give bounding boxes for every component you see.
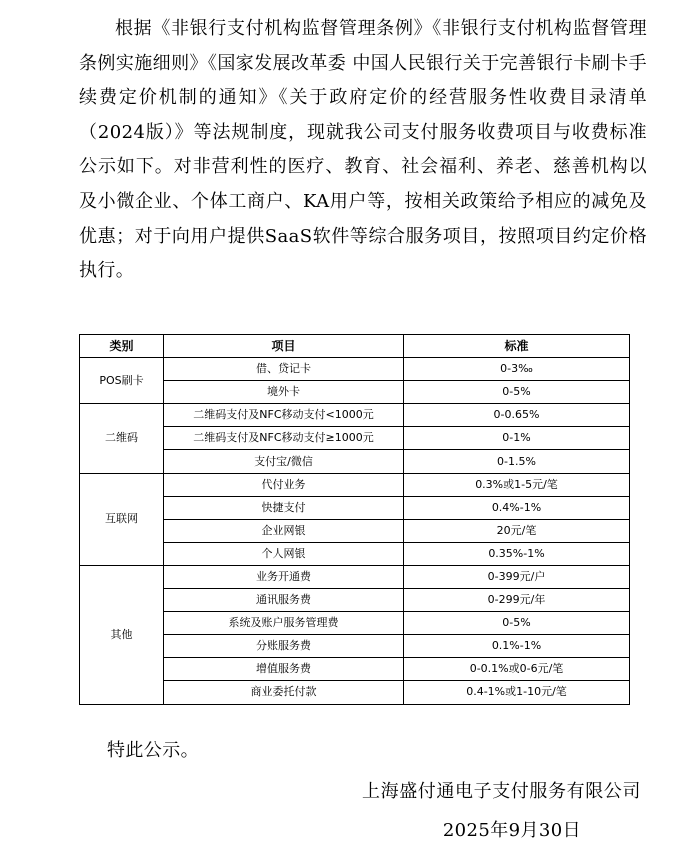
item-cell: 分账服务费: [164, 635, 404, 658]
header-standard: 标准: [404, 335, 630, 358]
standard-cell: 0-1.5%: [404, 450, 630, 473]
standard-cell: 0.4%-1%: [404, 496, 630, 519]
company-name: 上海盛付通电子支付服务有限公司: [362, 781, 641, 802]
item-cell: 增值服务费: [164, 658, 404, 681]
item-cell: 个人网银: [164, 542, 404, 565]
closing-statement: 特此公示。: [107, 740, 199, 761]
item-cell: 二维码支付及NFC移动支付≥1000元: [164, 427, 404, 450]
standard-cell: 0-5%: [404, 381, 630, 404]
category-cell: 其他: [80, 565, 164, 704]
item-cell: 二维码支付及NFC移动支付<1000元: [164, 404, 404, 427]
standard-cell: 0-5%: [404, 612, 630, 635]
standard-cell: 0-399元/户: [404, 565, 630, 588]
standard-cell: 0-0.65%: [404, 404, 630, 427]
standard-cell: 0.3%或1-5元/笔: [404, 473, 630, 496]
announcement-date: 2025年9月30日: [442, 820, 581, 841]
item-cell: 境外卡: [164, 381, 404, 404]
item-cell: 企业网银: [164, 519, 404, 542]
category-cell: 二维码: [80, 404, 164, 473]
table-row: [80, 404, 630, 427]
header-item: 项目: [164, 335, 404, 358]
item-cell: 通讯服务费: [164, 589, 404, 612]
standard-cell: 0.35%-1%: [404, 542, 630, 565]
category-cell: 互联网: [80, 473, 164, 565]
standard-cell: 0-0.1%或0-6元/笔: [404, 658, 630, 681]
table-row: [80, 473, 630, 496]
category-cell: POS刷卡: [80, 358, 164, 404]
item-cell: 借、贷记卡: [164, 358, 404, 381]
standard-cell: 0-1%: [404, 427, 630, 450]
fee-table: [79, 334, 630, 705]
item-cell: 系统及账户服务管理费: [164, 612, 404, 635]
standard-cell: 0-299元/年: [404, 589, 630, 612]
item-cell: 业务开通费: [164, 565, 404, 588]
standard-cell: 20元/笔: [404, 519, 630, 542]
table-header-row: [80, 335, 630, 358]
item-cell: 快捷支付: [164, 496, 404, 519]
header-category: 类别: [80, 335, 164, 358]
item-cell: 代付业务: [164, 473, 404, 496]
item-cell: 商业委托付款: [164, 681, 404, 704]
item-cell: 支付宝/微信: [164, 450, 404, 473]
standard-cell: 0-3‰: [404, 358, 630, 381]
intro-paragraph: 根据《非银行支付机构监督管理条例》《非银行支付机构监督管理条例实施细则》《国家发展改革委 中国人民银行关于完善银行卡刷卡手续费定价机制的通知》《关于政府定价的经营服务性收费目录清单（2024版）》等法规制度，现就我公司支付服务收费项目与收费标准公示如下。对非营利性的医疗、教育、社会福利、养老、慈善机构以及小微企业、个体工商户、KA用户等，按相关政策给予相应的减免及优惠；对于向用户提供SaaS软件等综合服务项目，按照项目约定价格执行。: [79, 18, 647, 282]
table-row: [80, 358, 630, 381]
standard-cell: 0.1%-1%: [404, 635, 630, 658]
standard-cell: 0.4-1%或1-10元/笔: [404, 681, 630, 704]
table-row: [80, 565, 630, 588]
